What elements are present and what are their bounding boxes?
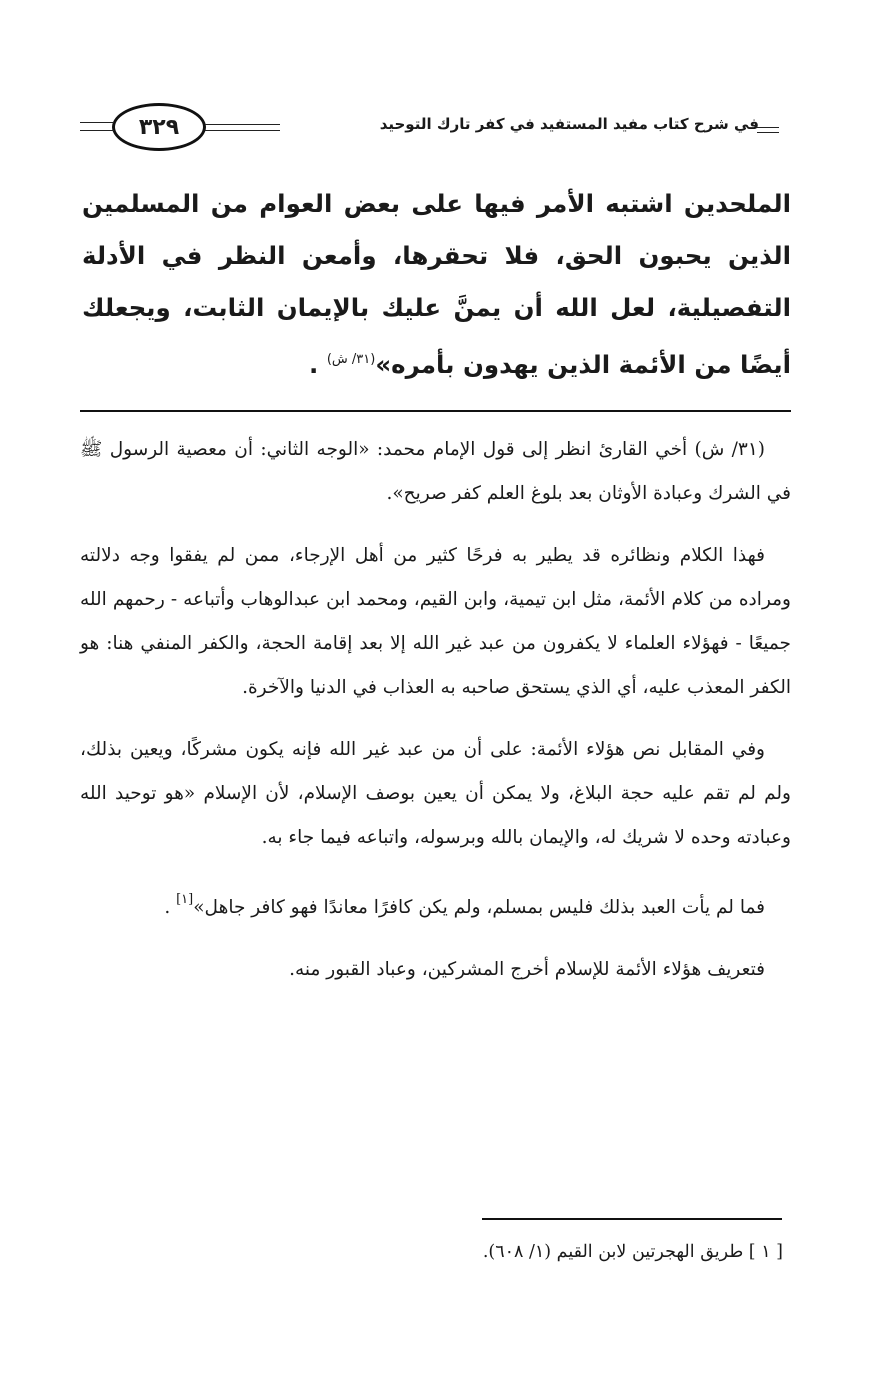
section-divider bbox=[80, 410, 791, 412]
running-header-title: في شرح كتاب مفيد المستفيد في كفر تارك التوحيد bbox=[379, 115, 759, 133]
header-rule-left-lower bbox=[80, 130, 114, 131]
main-text bbox=[82, 178, 791, 391]
footnote-marker: [١] bbox=[176, 892, 194, 907]
header-rule-right bbox=[757, 127, 779, 128]
main-end: . bbox=[308, 350, 319, 379]
commentary-paragraph-2: فهذا الكلام ونظائره قد يطير به فرحًا كثير من أهل الإرجاء، ممن لم يفقوا وجه دلالته ومراده من كلام الأئمة، مثل ابن تيمية، وابن القيم، ومحمد ابن عبدالوهاب وأتباعه - رحمهم الله جميعًا - فهؤلاء العلماء لا يكفرون من عبد غير الله إلا بعد إقامة الحجة، والكفر المنفي هنا: هو الكفر المعذب عليه، أي الذي يستحق صاحبه به العذاب في الدنيا والآخرة. bbox=[80, 545, 791, 698]
footnote-rule bbox=[482, 1218, 782, 1220]
page-number: ٣٢٩ bbox=[138, 114, 180, 140]
commentary bbox=[80, 428, 791, 1010]
commentary-paragraph-4-text: فما لم يأت العبد بذلك فليس بمسلم، ولم يكن كافرًا معاندًا فهو كافر جاهل» bbox=[193, 897, 765, 918]
main-body: الملحدين اشتبه الأمر فيها على بعض العوام من المسلمين الذين يحبون الحق، فلا تحقرها، وأمعن النظر في الأدلة التفصيلية، لعل الله أن يمنَّ عليك بالإيمان الثابت، ويجعلك أيضًا من الأئمة الذين يهدون بأمره» bbox=[82, 189, 791, 379]
page-number-oval bbox=[112, 103, 206, 151]
footnote: [ ١ ] طريق الهجرتين لابن القيم (١/ ٦٠٨). bbox=[482, 1242, 783, 1262]
commentary-paragraph-4-end: . bbox=[164, 897, 171, 918]
header-rule-right-lower bbox=[757, 132, 779, 133]
commentary-paragraph-1: (٣١/ ش) أخي القارئ انظر إلى قول الإمام محمد: «الوجه الثاني: أن معصية الرسول ﷺ في الشرك وعبادة الأوثان بعد بلوغ العلم كفر صريح». bbox=[80, 439, 791, 504]
commentary-paragraph-4 bbox=[80, 878, 791, 930]
commentary-paragraph-5: فتعريف هؤلاء الأئمة للإسلام أخرج المشركين، وعباد القبور منه. bbox=[289, 959, 765, 980]
main-ref: (٣١/ ش) bbox=[326, 352, 376, 367]
commentary-paragraph-3: وفي المقابل نص هؤلاء الأئمة: على أن من عبد غير الله فإنه يكون مشركًا، ويعين بذلك، ولم لم تقم عليه حجة البلاغ، ولا يمكن أن يعين بوصف الإسلام، لأن الإسلام «هو توحيد الله وعبادته وحده لا شريك له، والإيمان بالله وبرسوله، واتباعه فيما جاء به. bbox=[80, 739, 791, 848]
header-rule-mid-lower bbox=[205, 130, 280, 131]
header-rule-left bbox=[80, 122, 114, 123]
header-rule-mid bbox=[205, 124, 280, 125]
main-paragraph bbox=[82, 178, 791, 391]
